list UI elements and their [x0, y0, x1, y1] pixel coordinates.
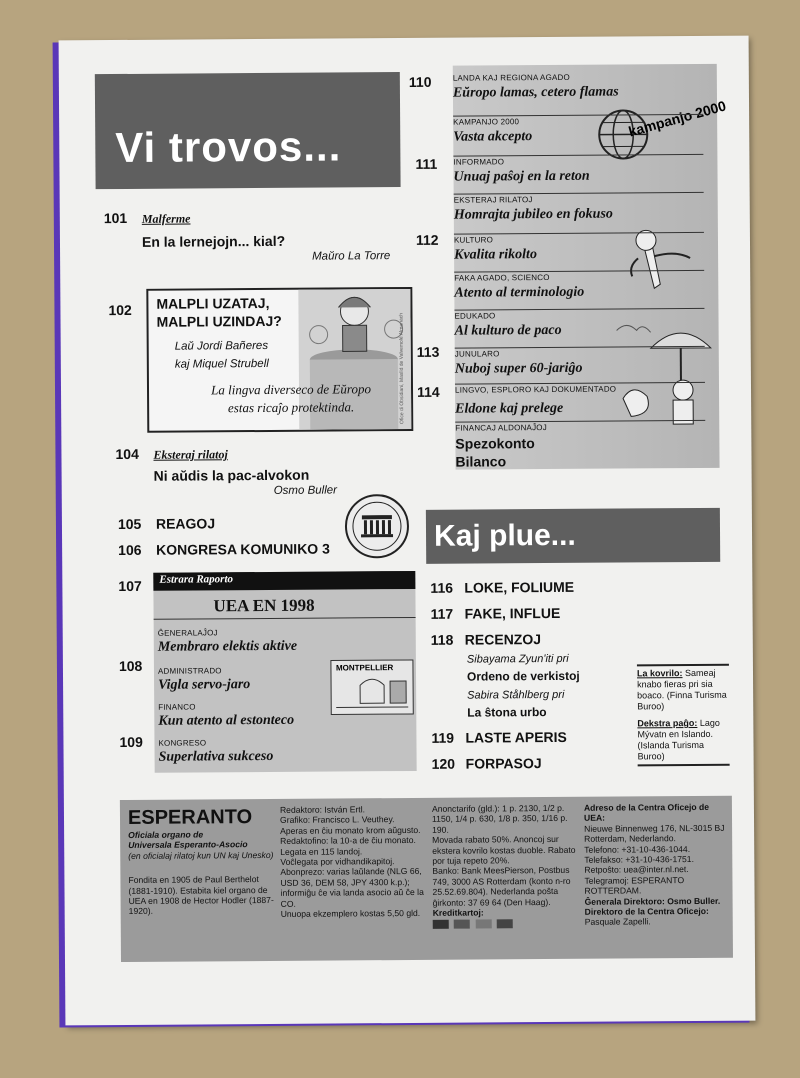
section-category: KAMPANJO 2000: [453, 117, 520, 127]
section-category: FINANCAJ ALDONAĴOJ: [455, 423, 547, 433]
masthead-line: Movada rabato 50%. Anoncoj sur ekstera kovrilo kostas duoble. Rabato por tuja repeto 20%.: [432, 834, 576, 866]
page-number: 104: [115, 445, 139, 463]
masthead-line: Telefono: +31-10-436-1044.: [584, 843, 691, 855]
masthead-line: Pasquale Zapelli.: [584, 916, 651, 928]
logo-text: kampanjo 2000: [626, 97, 728, 140]
section-category: ĜENERALAĴOJ: [157, 628, 218, 638]
masthead-sub: Oficiala organo de: [128, 829, 204, 840]
article-title: En la lernejojn... kial?: [141, 232, 286, 250]
divider: [454, 308, 704, 311]
report-kind-bar: [153, 571, 415, 591]
cover-notes: [637, 664, 730, 767]
section-title: Vigla servo-jaro: [158, 677, 251, 693]
masthead-line: Retpoŝto: uea@inter.nl.net.: [584, 864, 689, 876]
section-category: ADMINISTRADO: [157, 666, 222, 676]
page-number: 119: [431, 729, 455, 746]
article-author: Osmo Buller: [273, 484, 338, 497]
credit-card-icon: [476, 920, 492, 929]
masthead-line: Redaktoro: István Ertl.: [279, 804, 366, 815]
cover-label: Dekstra paĝo:: [637, 717, 698, 729]
section-title: Kun atento al estonteco: [158, 712, 295, 729]
page-number: 111: [415, 155, 438, 172]
congress-seal-icon: [344, 493, 410, 559]
masthead-line: Unuopa ekzemplero kostas 5,50 gld.: [280, 907, 421, 919]
section-title: Superlativa sukceso: [158, 748, 274, 765]
divider: [454, 192, 704, 195]
more-item: FORPASOJ: [465, 755, 542, 772]
section-title: Al kulturo de paco: [454, 322, 562, 339]
section-category: KULTURO: [453, 235, 494, 245]
credit-card-icon: [433, 920, 449, 929]
section-title: Eŭropo lamas, cetero flamas: [452, 84, 619, 101]
masthead-line: Kreditkartoj:: [432, 907, 484, 918]
svg-text:Ofice di Obsidiani, Maslid de: Ofice di Obsidiani, Maslid de Valvemolé Almanach: [398, 312, 406, 425]
feature-subtitle: La lingva diverseco de Eŭropo: [211, 381, 371, 398]
credit-card-icon: [454, 920, 470, 929]
masthead-line: Telegramoj: ESPERANTO ROTTERDAM.: [584, 874, 685, 897]
page-number: 114: [416, 383, 440, 400]
cover-text: Sameaj knabo fieras pri sia boaco. (Finna Turisma Buroo): [637, 667, 727, 712]
section-title: Homrajta jubileo en fokuso: [453, 206, 613, 223]
page-number: 110: [408, 73, 432, 90]
cover-label: La kovrilo:: [636, 668, 683, 679]
review-title: La ŝtona urbo: [467, 705, 547, 720]
page-number: 118: [430, 631, 454, 648]
section-category: JUNULARO: [454, 349, 500, 359]
section-category: EKSTERAJ RILATOJ: [453, 195, 533, 205]
masthead-line: Legata en 115 landoj.: [280, 845, 363, 857]
masthead-line: Banko: Bank MeesPierson, Postbus 749, 3000 AS Rotterdam (konto n-ro 25.52.69.804). Nederlanda poŝta ĝirkonto: 37 69 64 (Den Haag).: [432, 865, 571, 908]
section-title: Vasta akcepto: [453, 129, 533, 145]
section-title: Eldone kaj prelege: [455, 400, 564, 417]
section-category: FINANCO: [158, 702, 196, 712]
divider: [154, 617, 416, 620]
page-number: 109: [119, 733, 143, 751]
article-kind: Eksteraj rilatoj: [153, 447, 228, 462]
montpellier-poster-icon: [330, 659, 414, 716]
article-title: Ni aŭdis la pac-alvokon: [153, 466, 310, 484]
article-title: REAGOJ: [155, 515, 216, 532]
section-category: KONGRESO: [158, 738, 207, 748]
masthead-line: Direktoro de la Centra Oficejo:: [584, 905, 709, 917]
report-box: [153, 571, 416, 773]
more-title: Kaj plue...: [433, 518, 576, 553]
credit-card-icons: [433, 919, 581, 931]
article-title: KONGRESA KOMUNIKO 3: [156, 540, 330, 558]
section-category: LINGVO, ESPLORO KAJ DOKUMENTADO: [454, 384, 617, 395]
masthead-logo: ESPERANTO: [127, 806, 253, 829]
more-item: LOKE, FOLIUME: [464, 578, 575, 596]
masthead-sub: (en oficialaj rilatoj kun UN kaj Unesko): [128, 849, 274, 861]
masthead-line: Redaktofino: la 10-a de ĉiu monato.: [280, 835, 416, 847]
review-author: Sabira Ståhlberg pri: [467, 688, 565, 702]
article-author: Maŭro La Torre: [312, 250, 391, 263]
masthead-line: Aperas en ĉiu monato krom aŭgusto.: [280, 824, 421, 836]
masthead-line: Ĝenerala Direktoro: Osmo Buller.: [584, 895, 721, 907]
feature-title-line: MALPLI UZINDAJ?: [156, 312, 282, 330]
section-category: EDUKADO: [454, 311, 496, 321]
page-number: 105: [117, 515, 142, 533]
section-category: LANDA KAJ REGIONA AGADO: [452, 72, 570, 83]
page-number: 108: [118, 657, 143, 675]
section-title: Membraro elektis aktive: [157, 638, 298, 655]
masthead-line: Telefakso: +31-10-436-1751.: [584, 854, 694, 865]
report-title: UEA EN 1998: [213, 595, 315, 616]
masthead-line: Adreso de la Centra Oficejo de UEA:: [583, 801, 710, 824]
page-number: 112: [415, 231, 439, 248]
masthead-line: Nieuwe Binnenweg 176, NL-3015 BJ Rotterdam, Nederlando.: [584, 822, 725, 844]
page-number: 117: [430, 605, 454, 622]
more-header: [426, 508, 720, 564]
more-item: LASTE APERIS: [465, 728, 567, 746]
review-author: Sibayama Zyun'iti pri: [466, 652, 569, 666]
masthead-founded: Fondita en 1905 de Paul Berthelot (1881-1910). Estabita kiel organo de UEA en 1908 de Hector Hodler (1887-1920).: [128, 874, 274, 917]
credit-card-icon: [497, 920, 513, 929]
page-number: 120: [431, 755, 456, 772]
more-item: RECENZOJ: [464, 631, 542, 648]
contents-title: Vi trovos...: [115, 122, 342, 172]
pen-character-illustration: [624, 226, 701, 305]
page-number: 101: [103, 209, 128, 227]
highlights-panel: [452, 64, 728, 470]
feature-author: kaj Miquel Strubell: [174, 357, 269, 371]
umbrella-duck-illustration: [613, 318, 714, 429]
section-title: Nuboj super 60-jariĝo: [454, 360, 583, 377]
page-number: 107: [118, 577, 142, 595]
section-title: Bilanco: [455, 453, 507, 470]
section-title: Unuaj paŝoj en la reton: [453, 168, 590, 185]
feature-box: [146, 287, 413, 433]
feature-subtitle: estas ricaĵo protektinda.: [227, 399, 355, 416]
section-category: FAKA AGADO, SCIENCO: [454, 272, 550, 283]
page-number: 113: [416, 343, 440, 360]
article-kind: Malferme: [141, 211, 191, 226]
report-kind: Estrara Raporto: [159, 573, 234, 586]
masthead: [120, 796, 733, 962]
feature-title-line: MALPLI UZATAJ,: [156, 294, 270, 312]
masthead-line: Anonctarifo (gld.): 1 p. 2130, 1/2 p. 1150, 1/4 p. 630, 1/8 p. 350, 1/16 p. 190.: [431, 802, 568, 835]
magazine-page: [59, 36, 756, 1026]
masthead-line: Grafiko: Francisco L. Veuthey.: [279, 814, 395, 826]
review-title: Ordeno de verkistoj: [466, 668, 580, 684]
page-number: 102: [108, 301, 132, 319]
section-category: INFORMADO: [453, 157, 505, 167]
masthead-line: Voĉlegata por vidhandikapitoj.: [280, 856, 395, 867]
page-number: 106: [118, 541, 142, 559]
section-title: Atento al terminologio: [454, 284, 585, 301]
page-number: 116: [430, 579, 454, 596]
more-item: FAKE, INFLUE: [464, 604, 561, 622]
masthead-line: Abonprezo: varias laŭlande (NLG 66, USD 36, DEM 58, JPY 4300 k.p.); informiĝu ĉe via landa asocio aŭ ĉe la CO.: [280, 866, 424, 909]
cover-text: Lago Mývatn en Islando. (Islanda Turisma Buroo): [637, 717, 720, 762]
section-title: Spezokonto: [455, 435, 535, 452]
contents-header: [95, 72, 401, 189]
masthead-sub: Universala Esperanto-Asocio: [128, 839, 248, 851]
feature-author: Laŭ Jordi Bañeres: [174, 339, 269, 353]
poster-text: MONTPELLIER: [335, 663, 394, 673]
section-title: Kvalita rikolto: [454, 247, 537, 263]
